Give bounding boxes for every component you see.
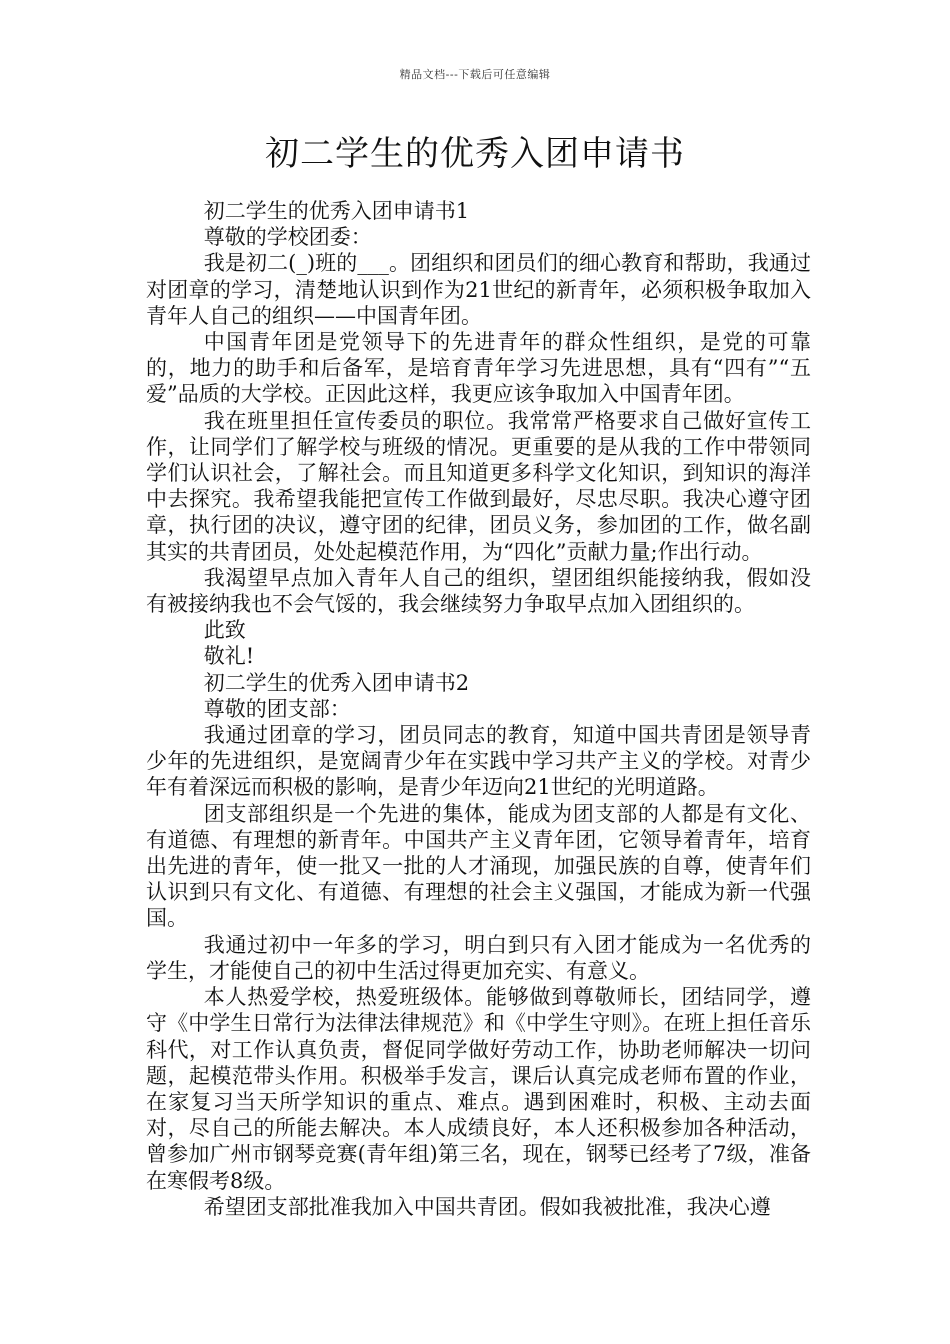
salutation-2: 尊敬的团支部： — [203, 696, 351, 721]
paragraph: 我是初二(_)班的___。团组织和团员们的细心教育和帮助，我通过对团章的学习，清楚地认识到作为21世纪的新青年，必须积极争取加入青年人自己的组织——中国青年团。 — [146, 251, 811, 328]
closing-salute: 敬礼! — [203, 644, 255, 669]
paragraph: 我通过团章的学习，团员同志的教育，知道中国共青团是领导青少年的先进组织，是宽阔青少年在实践中学习共产主义的学校。对青少年有着深远而积极的影响，是青少年迈向21世纪的光明道路。 — [146, 723, 811, 800]
paragraph: 我渴望早点加入青年人自己的组织，望团组织能接纳我，假如没有被接纳我也不会气馁的，我会继续努力争取早点加入团组织的。 — [146, 565, 811, 617]
section-heading-2: 初二学生的优秀入团申请书2 — [203, 670, 470, 695]
paragraph: 我通过初中一年多的学习，明白到只有入团才能成为一名优秀的学生，才能使自己的初中生活过得更加充实、有意义。 — [146, 932, 811, 983]
document-body — [146, 198, 811, 1220]
header-note: 精品文档---下载后可任意编辑 — [399, 68, 551, 81]
document-title: 初二学生的优秀入团申请书 — [265, 134, 685, 174]
paragraph: 中国青年团是党领导下的先进青年的群众性组织，是党的可靠的，地力的助手和后备军，是培育青年学习先进思想，具有“四有”“五爱”品质的大学校。正因此这样，我更应该争取加入中国青年团。 — [146, 330, 811, 407]
closing-line: 此致 — [203, 618, 246, 643]
section-heading-1: 初二学生的优秀入团申请书1 — [203, 199, 470, 223]
paragraph: 团支部组织是一个先进的集体，能成为团支部的人都是有文化、有道德、有理想的新青年。中国共产主义青年团，它领导着青年，培育出先进的青年，使一批又一批的人才涌现，加强民族的自尊，使青年们认识到只有文化、有道德、有理想的社会主义强国，才能成为新一代强国。 — [146, 801, 811, 931]
salutation-1: 尊敬的学校团委： — [203, 225, 372, 250]
paragraph: 希望团支部批准我加入中国共青团。假如我被批准，我决心遵 — [203, 1194, 771, 1219]
paragraph: 我在班里担任宣传委员的职位。我常常严格要求自己做好宣传工作，让同学们了解学校与班级的情况。更重要的是从我的工作中带领同学们认识社会，了解社会。而且知道更多科学文化知识，到知识的海洋中去探究。我希望我能把宣传工作做到最好，尽忠尽职。我决心遵守团章，执行团的决议，遵守团的纪律，团员义务，参加团的工作，做名副其实的共青团员，处处起模范作用，为“四化”贡献力量;作出行动。 — [146, 408, 811, 564]
paragraph: 本人热爱学校，热爱班级体。能够做到尊敬师长，团结同学，遵守《中学生日常行为法律法律规范》和《中学生守则》。在班上担任音乐科代，对工作认真负责，督促同学做好劳动工作，协助老师解决一切问题，起模范带头作用。积极举手发言，课后认真完成老师布置的作业，在家复习当天所学知识的重点、难点。遇到困难时，积极、主动去面对，尽自己的所能去解决。本人成绩良好，本人还积极参加各种活动，曾参加广州市钢琴竞赛(青年组)第三名，现在，钢琴已经考了7级，准备在寒假考8级。 — [146, 985, 811, 1193]
